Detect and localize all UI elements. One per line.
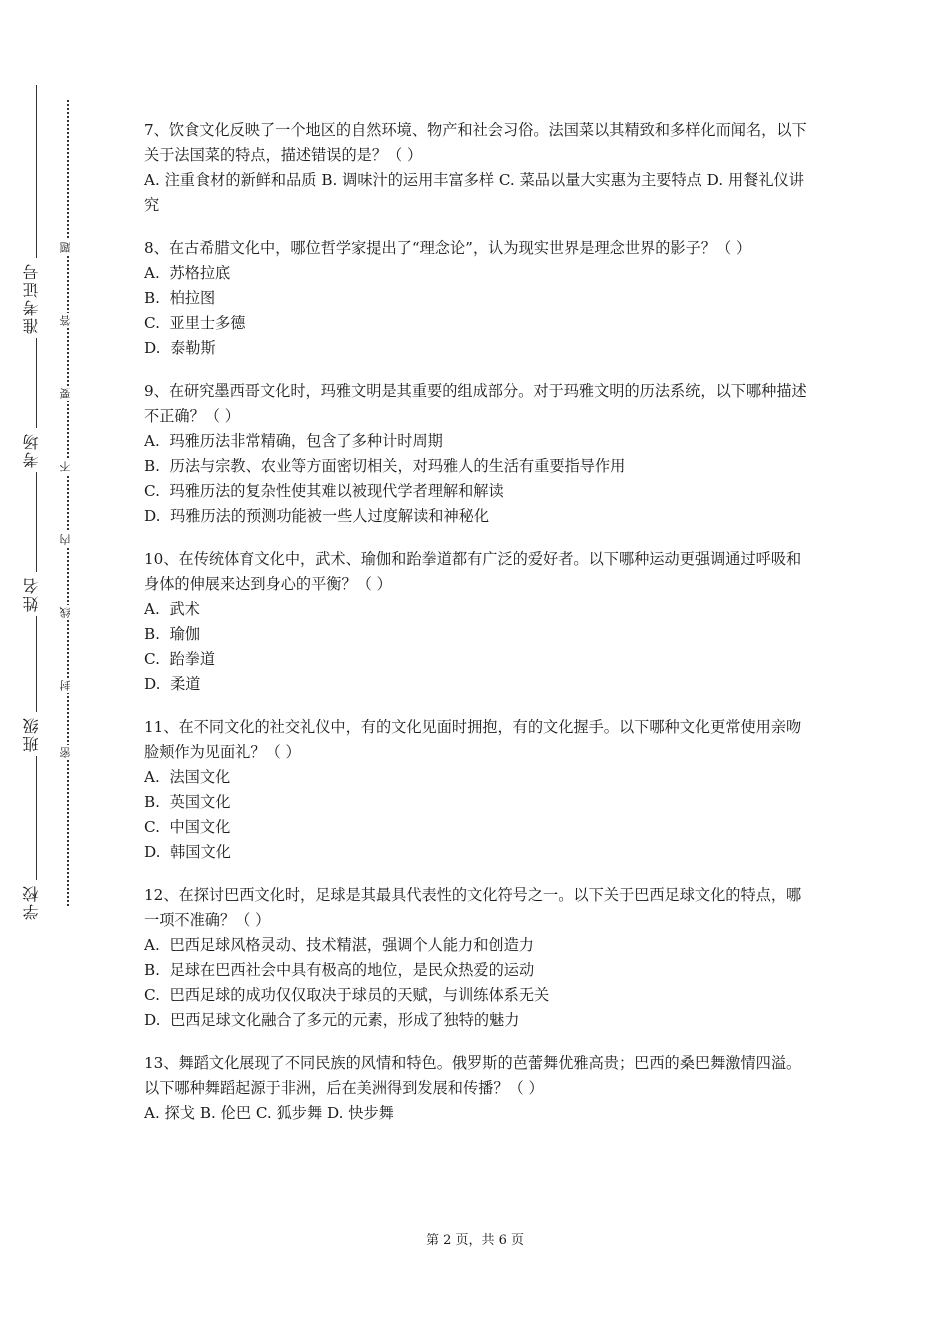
question-10 [144, 547, 814, 697]
seal-char: 题 [58, 240, 78, 255]
seal-char: 密 [58, 745, 78, 760]
seal-dotted-line [67, 100, 69, 906]
question-text: 10、在传统体育文化中，武术、瑜伽和跆拳道都有广泛的爱好者。以下哪种运动更强调通过呼吸和身体的伸展来达到身心的平衡？（ ） [144, 550, 802, 593]
field-label-exam-room: 考场 [20, 428, 52, 472]
question-9 [144, 379, 814, 529]
option-a: A. 武术 [144, 600, 200, 618]
option-a: A. 巴西足球风格灵动、技术精湛，强调个人能力和创造力 [144, 936, 534, 954]
option-b: B. 柏拉图 [144, 289, 216, 307]
question-list [144, 118, 814, 1144]
field-label-name: 姓名 [20, 572, 52, 616]
binding-solid-line [36, 85, 37, 923]
option-a: A. 法国文化 [144, 768, 231, 786]
option-c: C. 玛雅历法的复杂性使其难以被现代学者理解和解读 [144, 482, 504, 500]
option-d: D. 柔道 [144, 675, 201, 693]
option-c: C. 跆拳道 [144, 650, 216, 668]
option-d: D. 巴西足球文化融合了多元的元素，形成了独特的魅力 [144, 1011, 520, 1029]
binding-margin [0, 0, 100, 1344]
seal-char: 封 [58, 678, 78, 693]
question-options-inline: A. 注重食材的新鲜和品质 B. 调味汁的运用丰富多样 C. 菜品以量大实惠为主要特点 D. 用餐礼仪讲究 [144, 171, 804, 214]
question-text: 12、在探讨巴西文化时，足球是其最具代表性的文化符号之一。以下关于巴西足球文化的特点，哪一项不准确？（ ） [144, 886, 802, 929]
question-7 [144, 118, 814, 218]
question-text: 9、在研究墨西哥文化时，玛雅文明是其重要的组成部分。对于玛雅文明的历法系统，以下哪种描述不正确？（ ） [144, 382, 807, 425]
option-b: B. 英国文化 [144, 793, 231, 811]
option-a: A. 玛雅历法非常精确，包含了多种计时周期 [144, 432, 443, 450]
seal-char: 不 [58, 459, 78, 474]
option-d: D. 泰勒斯 [144, 339, 216, 357]
question-13 [144, 1051, 814, 1126]
question-text: 13、舞蹈文化展现了不同民族的风情和特色。俄罗斯的芭蕾舞优雅高贵；巴西的桑巴舞激情四溢。以下哪种舞蹈起源于非洲，后在美洲得到发展和传播？（ ） [144, 1054, 802, 1097]
question-8 [144, 236, 814, 361]
option-d: D. 韩国文化 [144, 843, 231, 861]
question-11 [144, 715, 814, 865]
seal-char: 要 [58, 386, 78, 401]
field-label-school: 学校 [20, 880, 52, 924]
option-b: B. 历法与宗教、农业等方面密切相关，对玛雅人的生活有重要指导作用 [144, 457, 626, 475]
option-c: C. 巴西足球的成功仅仅取决于球员的天赋，与训练体系无关 [144, 986, 550, 1004]
question-12 [144, 883, 814, 1033]
option-b: B. 瑜伽 [144, 625, 201, 643]
seal-char: 内 [58, 532, 78, 547]
question-text: 11、在不同文化的社交礼仪中，有的文化见面时拥抱，有的文化握手。以下哪种文化更常使用亲吻脸颊作为见面礼？（ ） [144, 718, 802, 761]
option-c: C. 中国文化 [144, 818, 231, 836]
option-d: D. 玛雅历法的预测功能被一些人过度解读和神秘化 [144, 507, 490, 525]
field-label-exam-number: 准考证号 [20, 258, 52, 338]
field-label-class: 班级 [20, 712, 52, 756]
question-text: 7、饮食文化反映了一个地区的自然环境、物产和社会习俗。法国菜以其精致和多样化而闻名，以下关于法国菜的特点，描述错误的是？（ ） [144, 121, 807, 164]
seal-char: 线 [58, 605, 78, 620]
option-c: C. 亚里士多德 [144, 314, 246, 332]
page-footer: 第 2 页，共 6 页 [425, 1233, 525, 1248]
option-a: A. 苏格拉底 [144, 264, 231, 282]
question-text: 8、在古希腊文化中，哪位哲学家提出了“理念论”，认为现实世界是理念世界的影子？（ ） [144, 239, 752, 257]
question-options-inline: A. 探戈 B. 伦巴 C. 狐步舞 D. 快步舞 [144, 1104, 394, 1122]
seal-char: 答 [58, 313, 78, 328]
option-b: B. 足球在巴西社会中具有极高的地位，是民众热爱的运动 [144, 961, 535, 979]
